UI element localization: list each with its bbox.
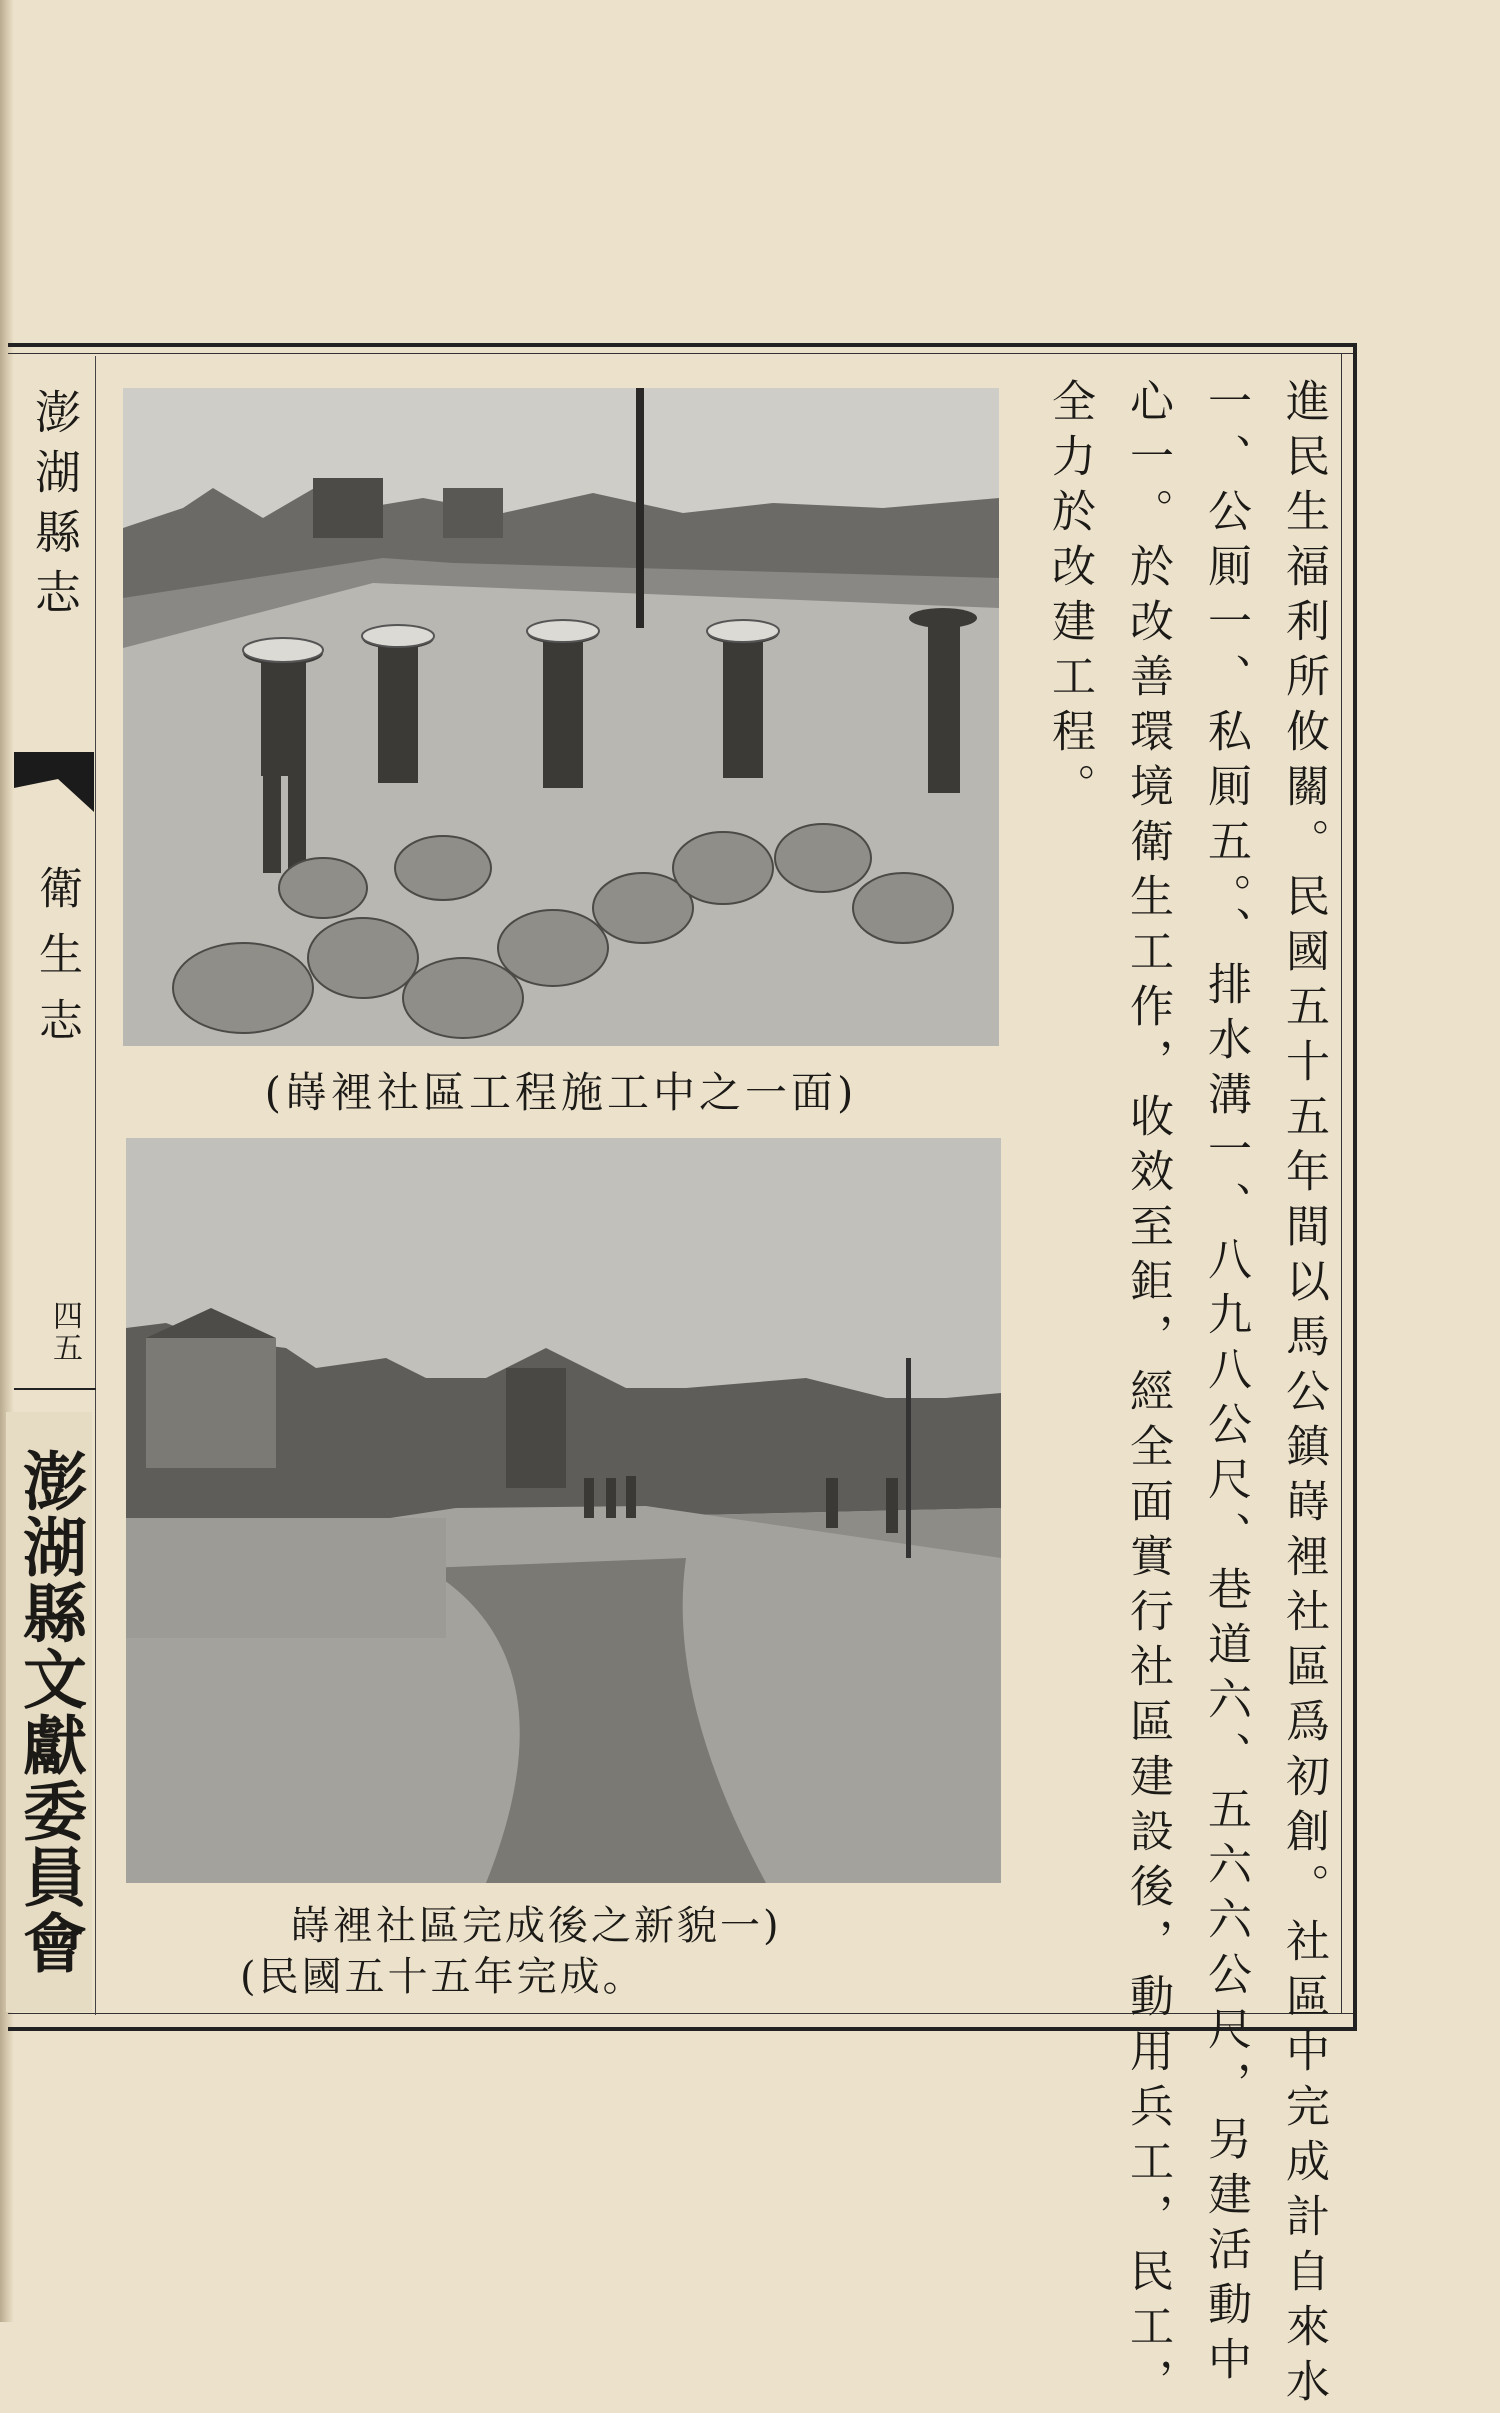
construction-photo-image: [123, 388, 999, 1046]
body-column-1: 進民生福利所攸關。民國五十五年間以馬公鎮嵵裡社區爲初創。社區中完成計自來水: [1278, 378, 1329, 2413]
body-column-2: 一、公厠一、私厠五。、排水溝一、八九八公尺、巷道六、五六六公尺，另建活動中: [1200, 378, 1251, 2391]
body-column-3: 心一。於改善環境衛生工作，收效至鉅，經全面實行社區建設後，動用兵工，民工，: [1122, 378, 1173, 2413]
page-number: 四五: [47, 1300, 82, 1364]
completed-street-photo-image: [126, 1138, 1001, 1883]
construction-photo: [123, 388, 999, 1046]
chapter-title: 衛生志: [31, 865, 82, 1063]
body-column-4: 全力於改建工程。: [1044, 378, 1095, 818]
margin-column-rule: [95, 356, 96, 2015]
frame-inner-rule-top: [8, 353, 1353, 354]
page-number-rule: [14, 1388, 96, 1390]
completed-street-photo: [126, 1138, 1001, 1883]
publisher-label: 澎湖縣文獻委員會: [6, 1412, 92, 2012]
book-title: 澎湖縣志: [28, 388, 82, 628]
photo-caption-2-line-2: (民國五十五年完成。: [240, 1954, 646, 2000]
body-text: [1030, 378, 1342, 2413]
photo-caption-1: (嵵裡社區工程施工中之一面): [264, 1068, 858, 1117]
photo-caption-2-line-1: 嵵裡社區完成後之新貌一): [290, 1903, 782, 1949]
